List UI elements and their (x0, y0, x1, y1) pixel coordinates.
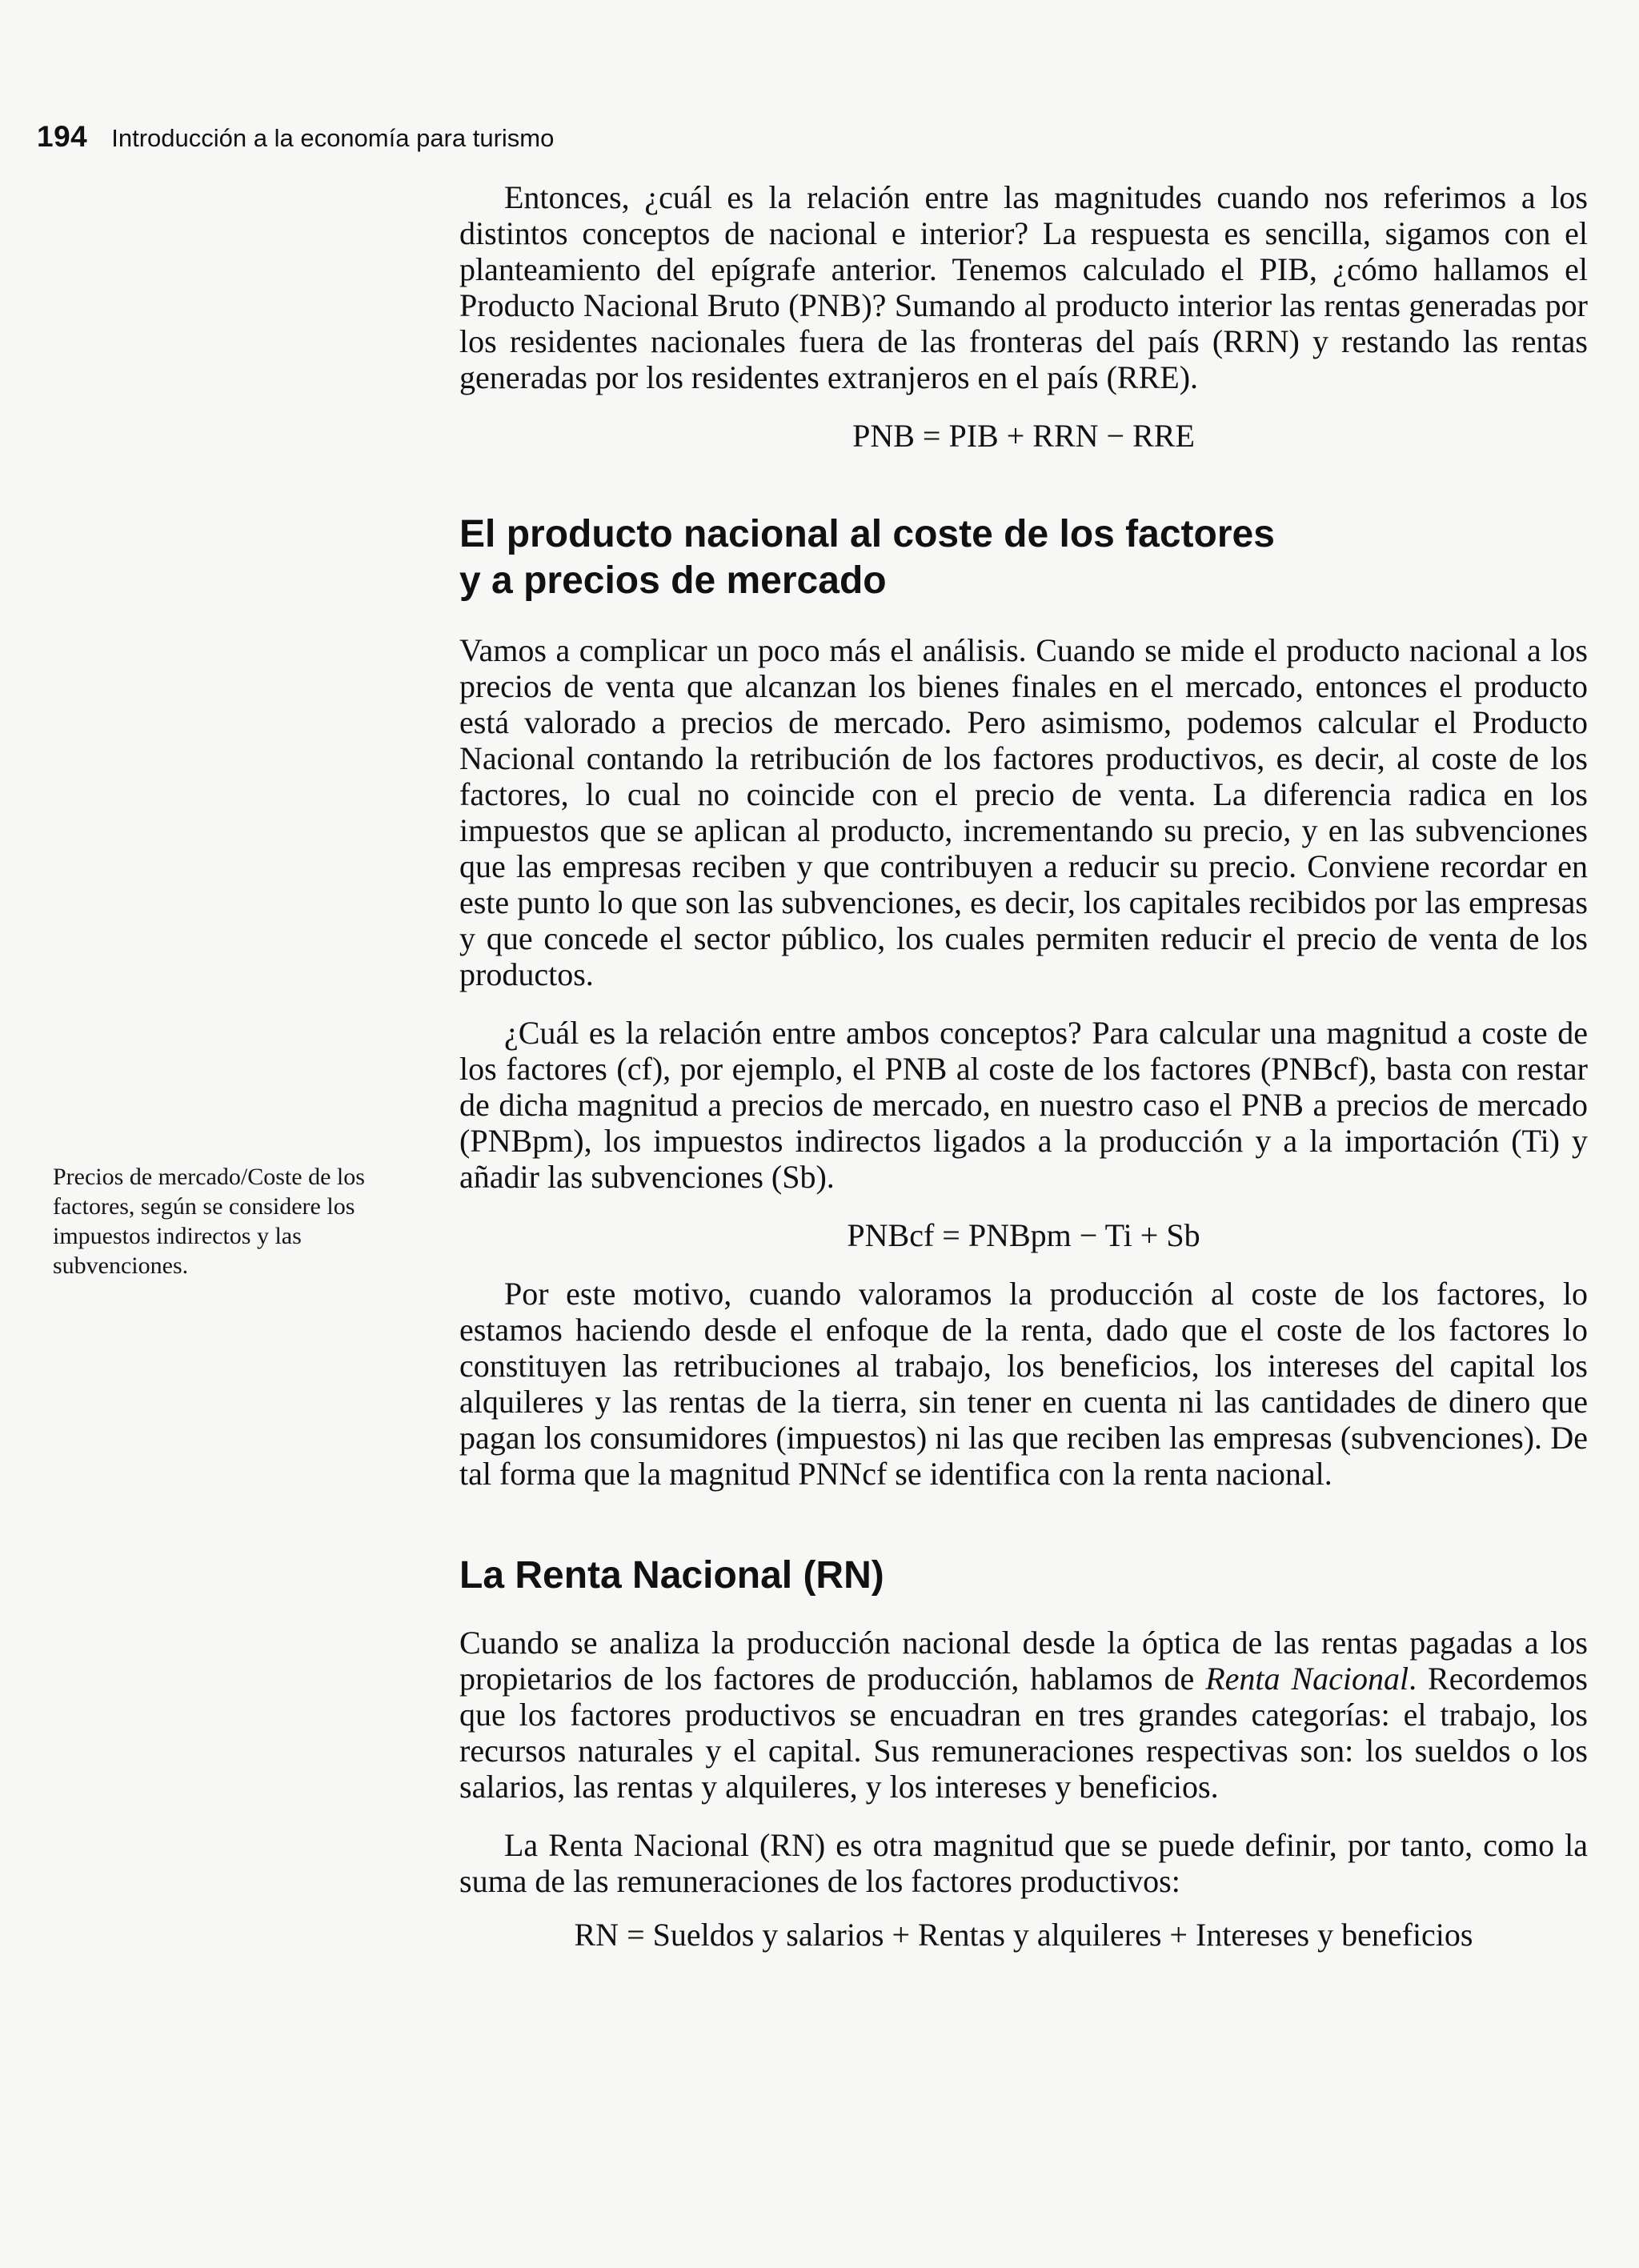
paragraph-5 (459, 1625, 1588, 1805)
paragraph-3: ¿Cuál es la relación entre ambos conceptos? Para calcular una magnitud a coste de los factores (cf), por ejemplo, el PNB al coste de los factores (PNBcf), basta con restar de dicha magnitud a precios de mercado, en nuestro caso el PNB a precios de mercado (PNBpm), los impuestos indirectos ligados a la producción y a la importación (Ti) y añadir las subvenciones (Sb). (459, 1015, 1588, 1195)
section-heading-factor-cost (459, 511, 1588, 604)
margin-note: Precios de mercado/Coste de los factores, según se considere los impuestos indirectos y las subvenciones. (53, 1164, 365, 1279)
formula-pnbcf: PNBcf = PNBpm − Ti + Sb (847, 1217, 1200, 1253)
section-heading-line-2: y a precios de mercado (459, 559, 887, 602)
paragraph-5-italic-term: Renta Nacional (1205, 1661, 1409, 1697)
formula-rn: RN = Sueldos y salarios + Rentas y alquileres + Intereses y beneficios (574, 1917, 1473, 1953)
section-heading-line-1: El producto nacional al coste de los factores (459, 513, 1275, 555)
paragraph-2: Vamos a complicar un poco más el análisis. Cuando se mide el producto nacional a los precios de venta que alcanzan los bienes finales en el mercado, entonces el producto está valorado a precios de mercado. Pero asimismo, podemos calcular el Producto Nacional contando la retribución de los factores productivos, es decir, al coste de los factores, lo cual no coincide con el precio de venta. La diferencia radica en los impuestos que se aplican al producto, incrementando su precio, y en las subvenciones que las empresas reciben y que contribuyen a reducir su precio. Conviene recordar en este punto lo que son las subvenciones, es decir, los capitales recibidos por las empresas y que concede el sector público, los cuales permiten reducir el precio de venta de los productos. (459, 632, 1588, 992)
page-number: 194 (37, 120, 88, 153)
paragraph-4: Por este motivo, cuando valoramos la producción al coste de los factores, lo estamos haciendo desde el enfoque de la renta, dado que el coste de los factores lo constituyen las retribuciones al trabajo, los beneficios, los intereses del capital los alquileres y las rentas de la tierra, sin tener en cuenta ni las cantidades de dinero que pagan los consumidores (impuestos) ni las que reciben las empresas (subvenciones). De tal forma que la magnitud PNNcf se identifica con la renta nacional. (459, 1276, 1588, 1492)
paragraph-5-text-b: . Recordemos que los factores productivos se encuadran en tres grandes categorías: el trabajo, los recursos naturales y el capital. Sus remuneraciones respectivas son: los sueldos o los salarios, las rentas y alquileres, y los intereses y beneficios. (459, 1661, 1588, 1805)
page-header (37, 120, 554, 154)
paragraph-5-text-a: Cuando se analiza la producción nacional desde la óptica de las rentas pagadas a los propietarios de los factores de producción, hablamos de (459, 1625, 1588, 1697)
paragraph-1: Entonces, ¿cuál es la relación entre las magnitudes cuando nos referimos a los distintos conceptos de nacional e interior? La respuesta es sencilla, sigamos con el planteamiento del epígrafe anterior. Tenemos calculado el PIB, ¿cómo hallamos el Producto Nacional Bruto (PNB)? Sumando al producto interior las rentas generadas por los residentes nacionales fuera de las fronteras del país (RRN) y restando las rentas generadas por los residentes extranjeros en el país (RRE). (459, 179, 1588, 395)
section-heading-national-income: La Renta Nacional (RN) (459, 1554, 884, 1597)
running-title: Introducción a la economía para turismo (111, 124, 555, 152)
main-text-column (459, 179, 1588, 1953)
paragraph-6: La Renta Nacional (RN) es otra magnitud que se puede definir, por tanto, como la suma de las remuneraciones de los factores productivos: (459, 1827, 1588, 1899)
formula-pnb: PNB = PIB + RRN − RRE (852, 418, 1195, 454)
